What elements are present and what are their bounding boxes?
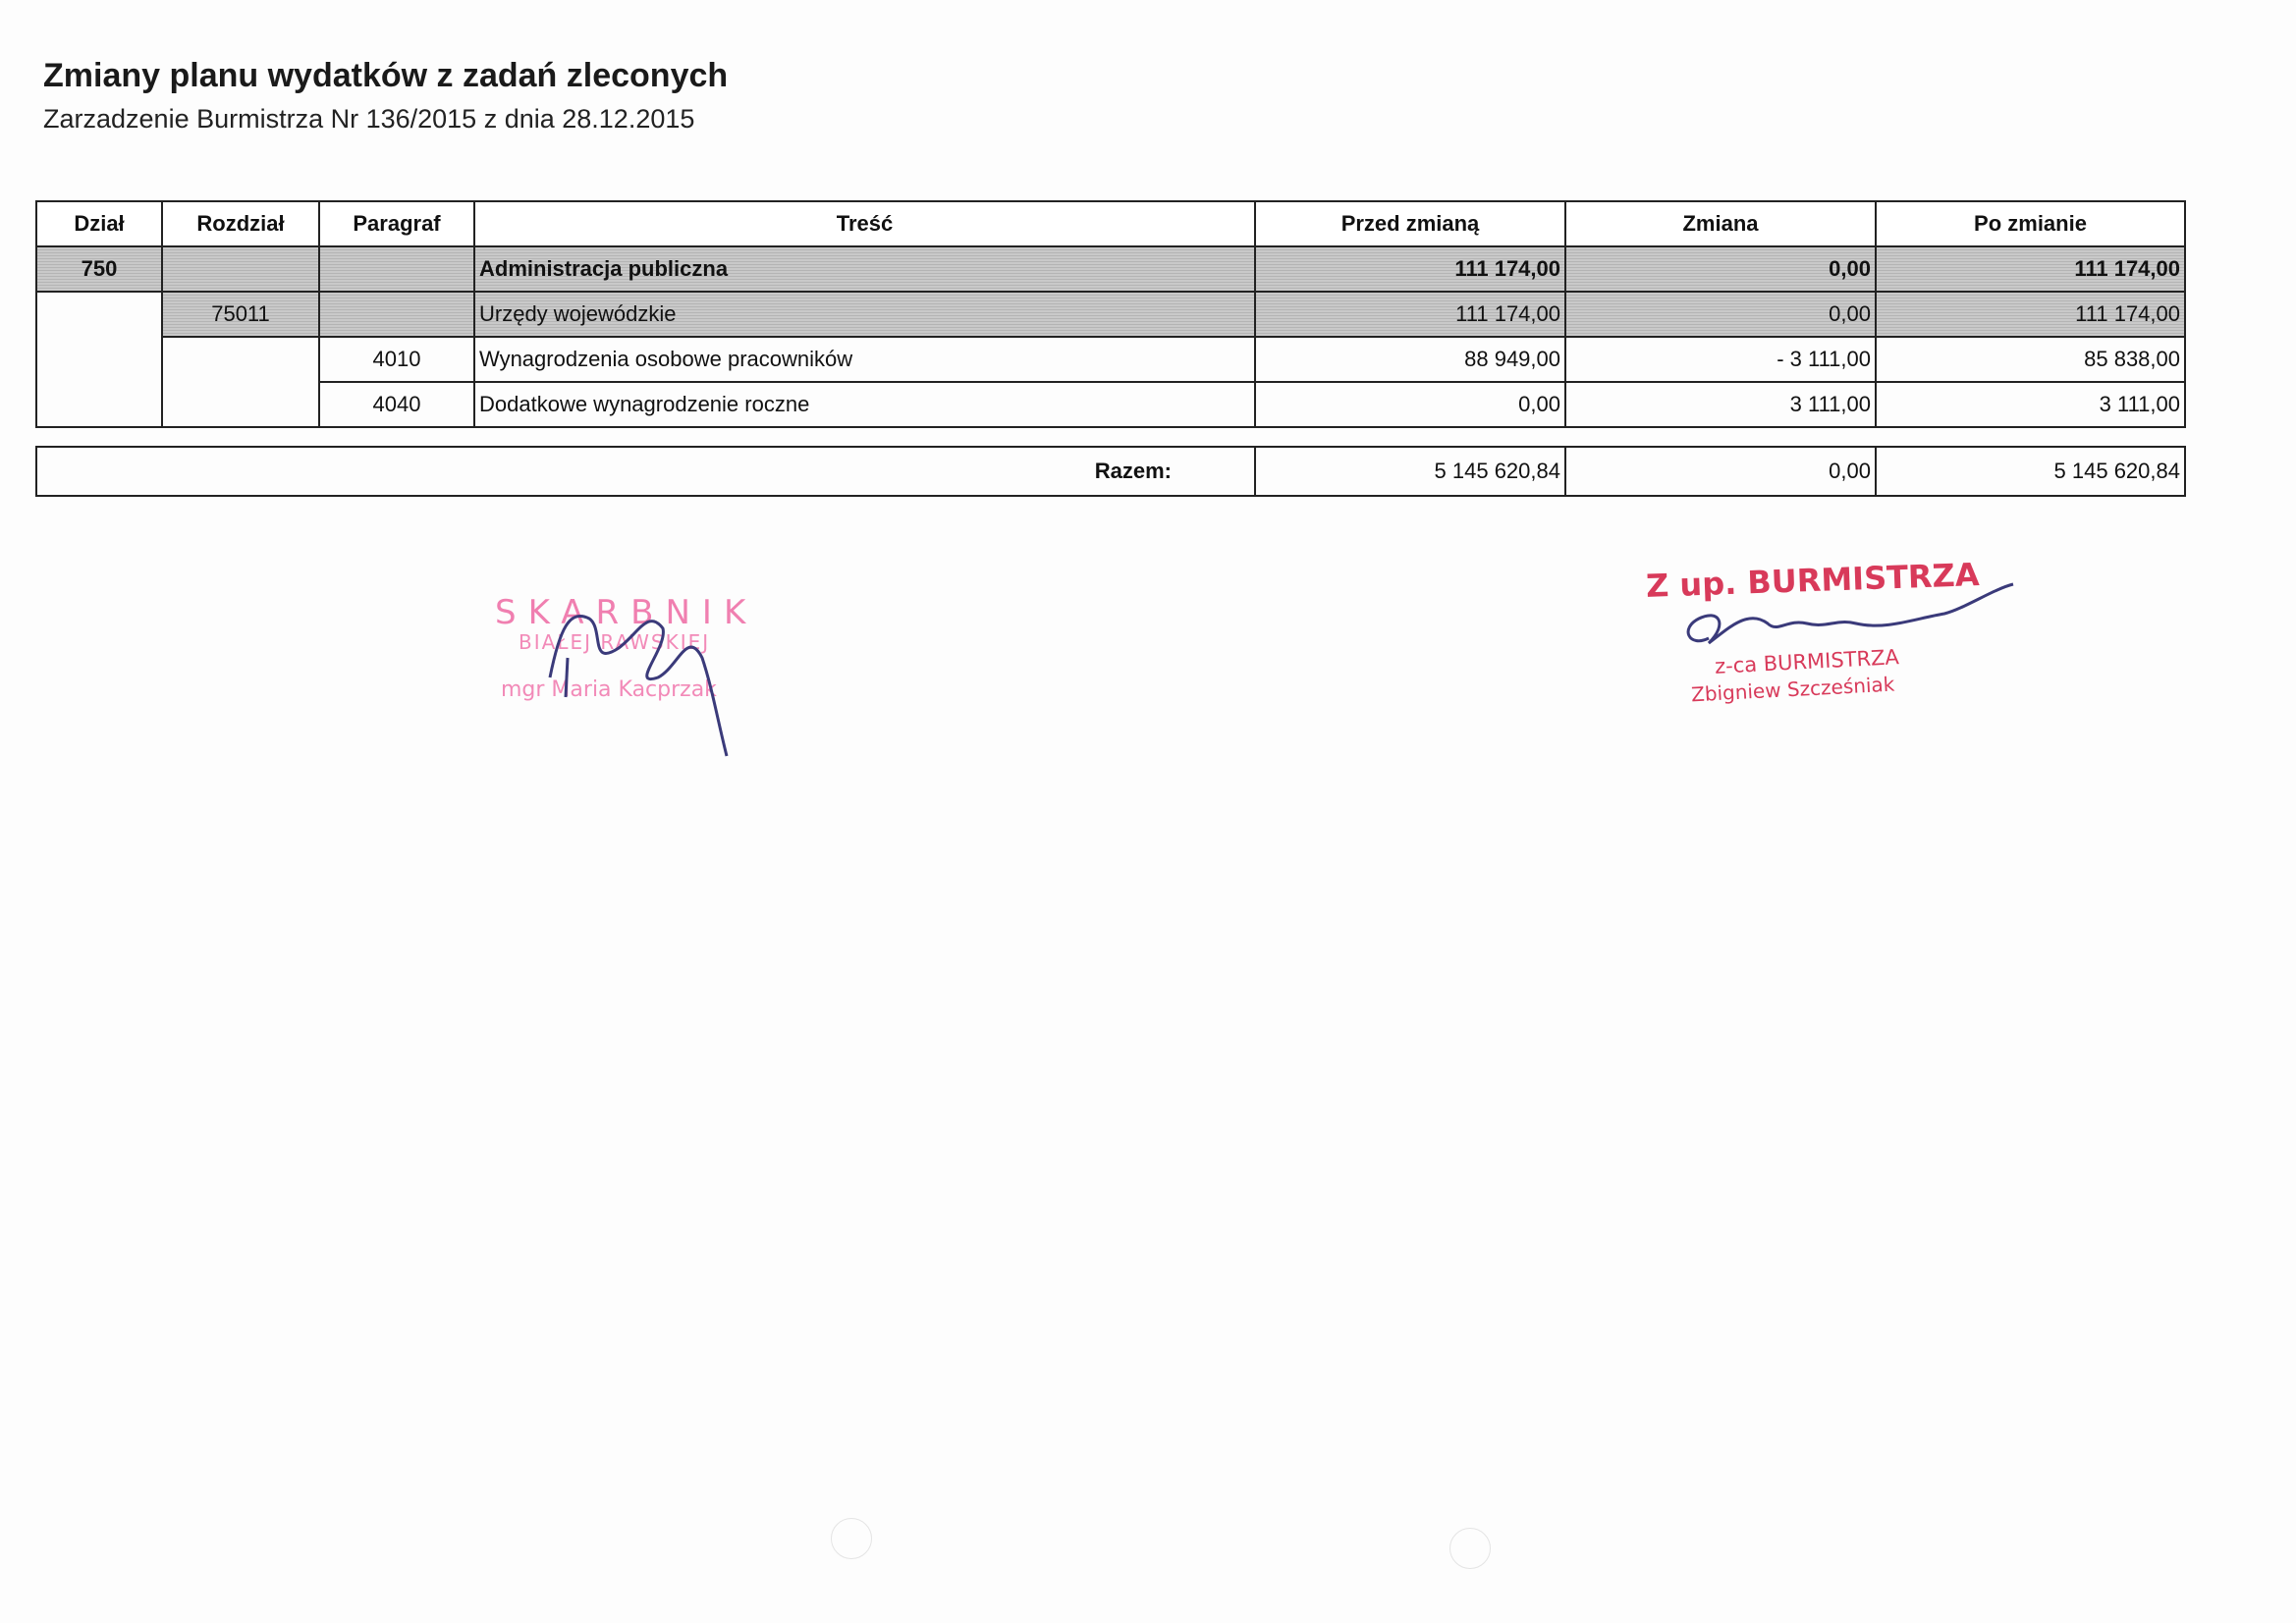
cell-tresc: Administracja publiczna [474,246,1255,292]
table-header-row [36,201,2185,246]
summary-po: 5 145 620,84 [1876,447,2185,496]
cell-przed: 111 174,00 [1255,246,1565,292]
table-row [36,292,2185,337]
col-header-przed: Przed zmianą [1255,201,1565,246]
cell-dzial [36,382,162,427]
summary-table [35,446,2186,497]
cell-rozdzial [162,246,319,292]
cell-zmiana: 0,00 [1565,292,1876,337]
cell-paragraf [319,292,474,337]
col-header-tresc: Treść [474,201,1255,246]
table-row [36,246,2185,292]
table-row [36,337,2185,382]
cell-tresc: Urzędy wojewódzkie [474,292,1255,337]
cell-paragraf: 4040 [319,382,474,427]
cell-paragraf: 4010 [319,337,474,382]
cell-po: 3 111,00 [1876,382,2185,427]
cell-rozdzial: 75011 [162,292,319,337]
cell-po: 85 838,00 [1876,337,2185,382]
page-subtitle: Zarzadzenie Burmistrza Nr 136/2015 z dnia 28.12.2015 [43,104,695,134]
expense-changes-table [35,200,2186,428]
page-title: Zmiany planu wydatków z zadań zleconych [43,57,729,94]
summary-zmiana: 0,00 [1565,447,1876,496]
cell-tresc: Wynagrodzenia osobowe pracowników [474,337,1255,382]
punch-hole [1449,1528,1491,1569]
mayor-stamp-position: z-ca BURMISTRZA [1714,645,1900,678]
cell-dzial: 750 [36,246,162,292]
cell-dzial [36,337,162,382]
treasurer-stamp-title: SKARBNIK [495,593,758,632]
col-header-dzial: Dział [36,201,162,246]
cell-zmiana: 0,00 [1565,246,1876,292]
cell-tresc: Dodatkowe wynagrodzenie roczne [474,382,1255,427]
treasurer-stamp-name: mgr Maria Kacprzak [501,677,717,702]
col-header-zmiana: Zmiana [1565,201,1876,246]
col-header-paragraf: Paragraf [319,201,474,246]
cell-zmiana: - 3 111,00 [1565,337,1876,382]
cell-przed: 88 949,00 [1255,337,1565,382]
cell-rozdzial [162,337,319,382]
table-row [36,382,2185,427]
cell-przed: 111 174,00 [1255,292,1565,337]
mayor-stamp-name: Zbigniew Szcześniak [1690,672,1895,707]
cell-dzial [36,292,162,337]
summary-przed: 5 145 620,84 [1255,447,1565,496]
cell-rozdzial [162,382,319,427]
col-header-rozdzial: Rozdział [162,201,319,246]
cell-przed: 0,00 [1255,382,1565,427]
punch-hole [831,1518,872,1559]
mayor-stamp-title: Z up. BURMISTRZA [1645,556,1981,605]
summary-row [36,447,2185,496]
cell-paragraf [319,246,474,292]
treasurer-signature [530,589,746,766]
cell-po: 111 174,00 [1876,292,2185,337]
cell-zmiana: 3 111,00 [1565,382,1876,427]
cell-po: 111 174,00 [1876,246,2185,292]
summary-label: Razem: [36,447,1255,496]
treasurer-stamp-town: BIAŁEJ RAWSKIEJ [519,630,711,654]
col-header-po: Po zmianie [1876,201,2185,246]
